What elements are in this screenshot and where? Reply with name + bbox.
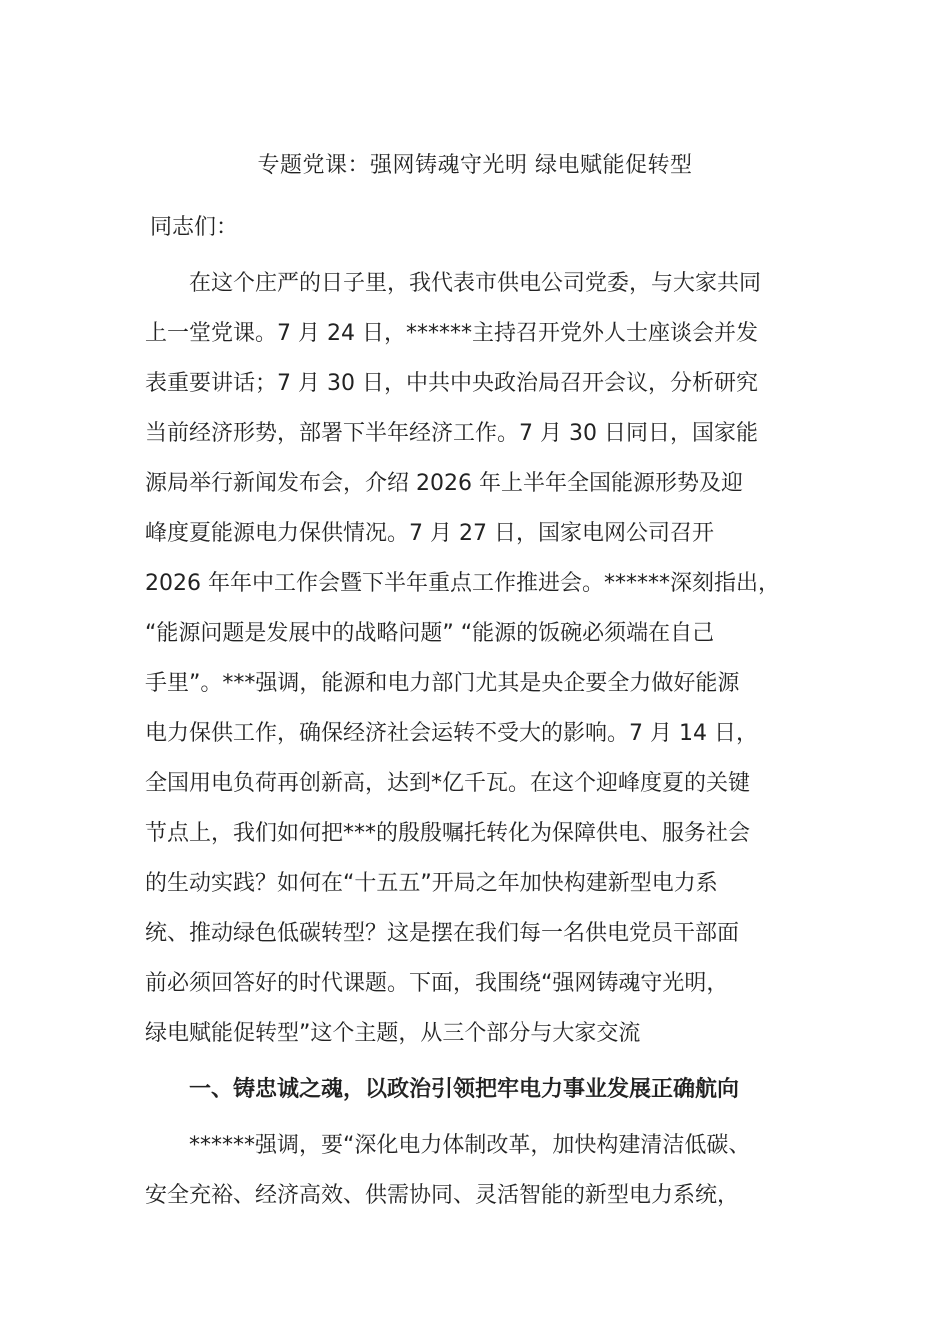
paragraph-line: 安全充裕、经济高效、供需协同、灵活智能的新型电力系统， <box>145 1183 740 1208</box>
paragraph-line: 全国用电负荷再创新高，达到*亿千瓦。在这个迎峰度夏的关键 <box>145 771 751 796</box>
salutation: 同志们： <box>150 215 239 240</box>
paragraph-line: 在这个庄严的日子里，我代表市供电公司党委，与大家共同 <box>145 271 762 296</box>
paragraph-line: 表重要讲话；7 月 30 日，中共中央政治局召开会议，分析研究 <box>145 371 758 396</box>
paragraph-line: “能源问题是发展中的战略问题” “能源的饭碗必须端在自己 <box>145 621 715 646</box>
paragraph-line: 当前经济形势，部署下半年经济工作。7 月 30 日同日，国家能 <box>145 421 758 446</box>
paragraph-line: 节点上，我们如何把***的殷殷嘱托转化为保障供电、服务社会 <box>145 821 751 846</box>
paragraph-line: 手里”。***强调，能源和电力部门尤其是央企要全力做好能源 <box>145 671 740 696</box>
paragraph-line: 峰度夏能源电力保供情况。7 月 27 日，国家电网公司召开 <box>145 521 714 546</box>
document-title: 专题党课：强网铸魂守光明 绿电赋能促转型 <box>257 153 693 178</box>
section-heading: 一、铸忠诚之魂，以政治引领把牢电力事业发展正确航向 <box>145 1077 740 1102</box>
paragraph-line: 上一堂党课。7 月 24 日，******主持召开党外人士座谈会并发 <box>145 321 758 346</box>
paragraph-line: 2026 年年中工作会暨下半年重点工作推进会。******深刻指出， <box>145 571 780 596</box>
paragraph-line: 统、推动绿色低碳转型？这是摆在我们每一名供电党员干部面 <box>145 921 740 946</box>
paragraph-line: 绿电赋能促转型”这个主题，从三个部分与大家交流 <box>145 1021 641 1046</box>
paragraph-line: 的生动实践？如何在“十五五”开局之年加快构建新型电力系 <box>145 871 718 896</box>
paragraph-line: 源局举行新闻发布会，介绍 2026 年上半年全国能源形势及迎 <box>145 471 743 496</box>
paragraph-line: ******强调，要“深化电力体制改革，加快构建清洁低碳、 <box>145 1133 751 1158</box>
paragraph-line: 前必须回答好的时代课题。下面，我围绕“强网铸魂守光明， <box>145 971 729 996</box>
paragraph-line: 电力保供工作，确保经济社会运转不受大的影响。7 月 14 日， <box>145 721 758 746</box>
